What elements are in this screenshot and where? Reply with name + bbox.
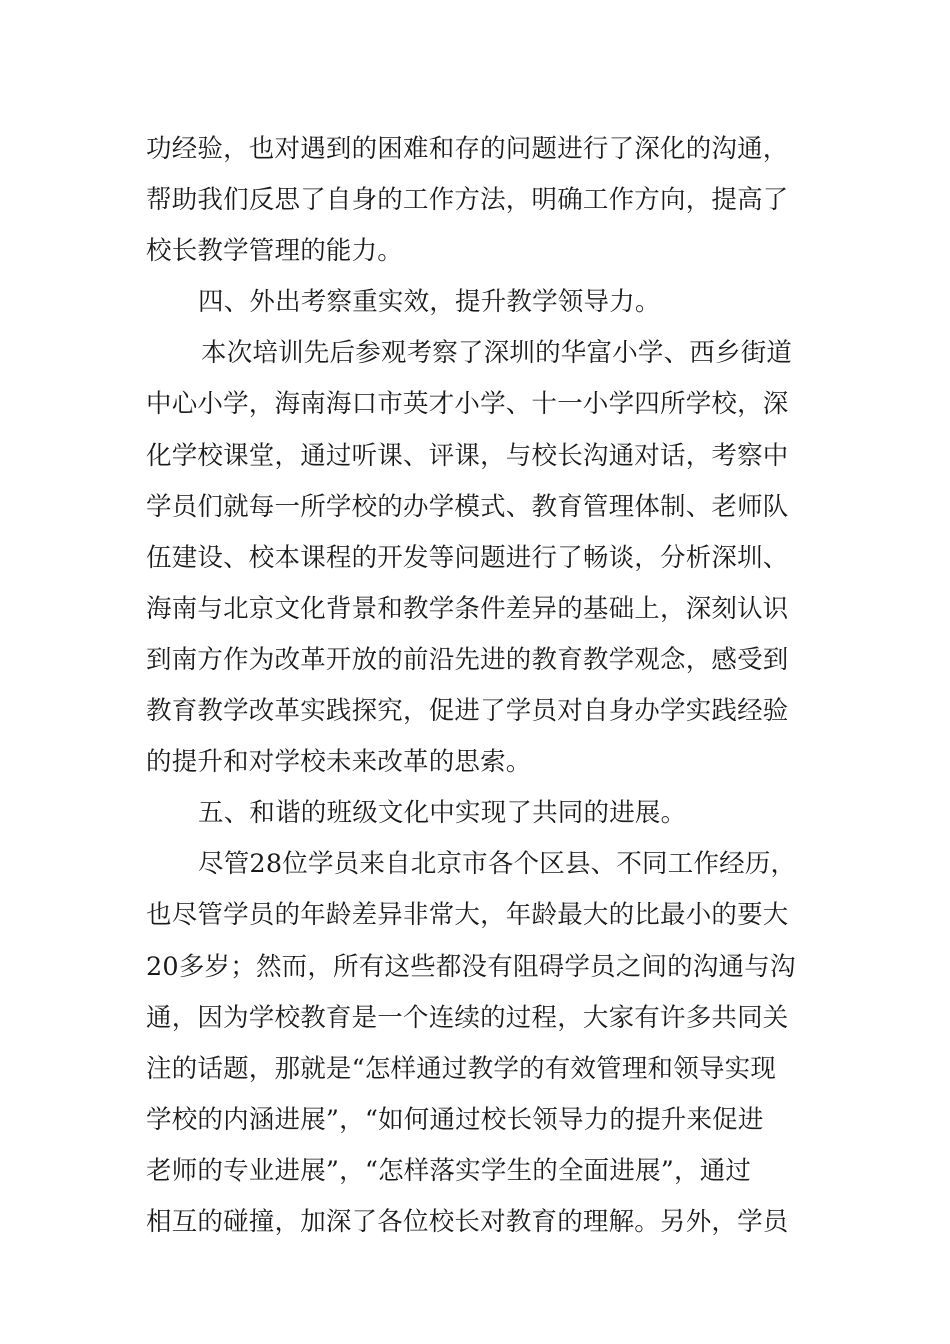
text-line: 的提升和对学校未来改革的思索。 xyxy=(146,747,532,778)
text-line: 中心小学，海南海口市英才小学、十一小学四所学校，深 xyxy=(146,389,789,420)
text-line: 学员们就每一所学校的办学模式、教育管理体制、老师队 xyxy=(146,491,789,522)
text-line: 到南方作为改革开放的前沿先进的教育教学观念，感受到 xyxy=(146,644,789,675)
text-line: 学校的内涵进展”，“如何通过校长领导力的提升来促进 xyxy=(146,1104,764,1135)
text-line: 校长教学管理的能力。 xyxy=(146,236,404,267)
text-line: 帮助我们反思了自身的工作方法，明确工作方向，提高了 xyxy=(146,185,789,216)
text-line: 伍建设、校本课程的开发等问题进行了畅谈，分析深圳、 xyxy=(146,542,789,573)
text-line: 也尽管学员的年龄差异非常大，年龄最大的比最小的要大 xyxy=(146,900,789,931)
text-line: 相互的碰撞，加深了各位校长对教育的理解。另外，学员 xyxy=(146,1206,789,1237)
section-heading-four: 四、外出考察重实效，提升教学领导力。 xyxy=(198,287,661,318)
text-line: 功经验，也对遇到的困难和存的问题进行了深化的沟通， xyxy=(146,134,789,164)
text-line: 尽管28位学员来自北京市各个区县、不同工作经历， xyxy=(198,849,797,880)
text-line: 化学校课堂，通过听课、评课，与校长沟通对话，考察中 xyxy=(146,440,789,471)
text-line: 通，因为学校教育是一个连续的过程，大家有许多共同关 xyxy=(146,1002,789,1033)
document-body xyxy=(146,124,810,1248)
text-line: 本次培训先后参观考察了深圳的华富小学、西乡街道 xyxy=(201,338,793,369)
text-line: 教育教学改革实践探究，促进了学员对自身办学实践经验 xyxy=(146,696,789,727)
section-heading-five: 五、和谐的班级文化中实现了共同的进展。 xyxy=(198,798,687,829)
text-line: 海南与北京文化背景和教学条件差异的基础上，深刻认识 xyxy=(146,593,789,624)
text-line: 老师的专业进展”，“怎样落实学生的全面进展”，通过 xyxy=(146,1155,752,1186)
text-line: 20多岁；然而，所有这些都没有阻碍学员之间的沟通与沟 xyxy=(146,951,796,982)
text-line: 注的话题，那就是“怎样通过教学的有效管理和领导实现 xyxy=(146,1053,777,1084)
